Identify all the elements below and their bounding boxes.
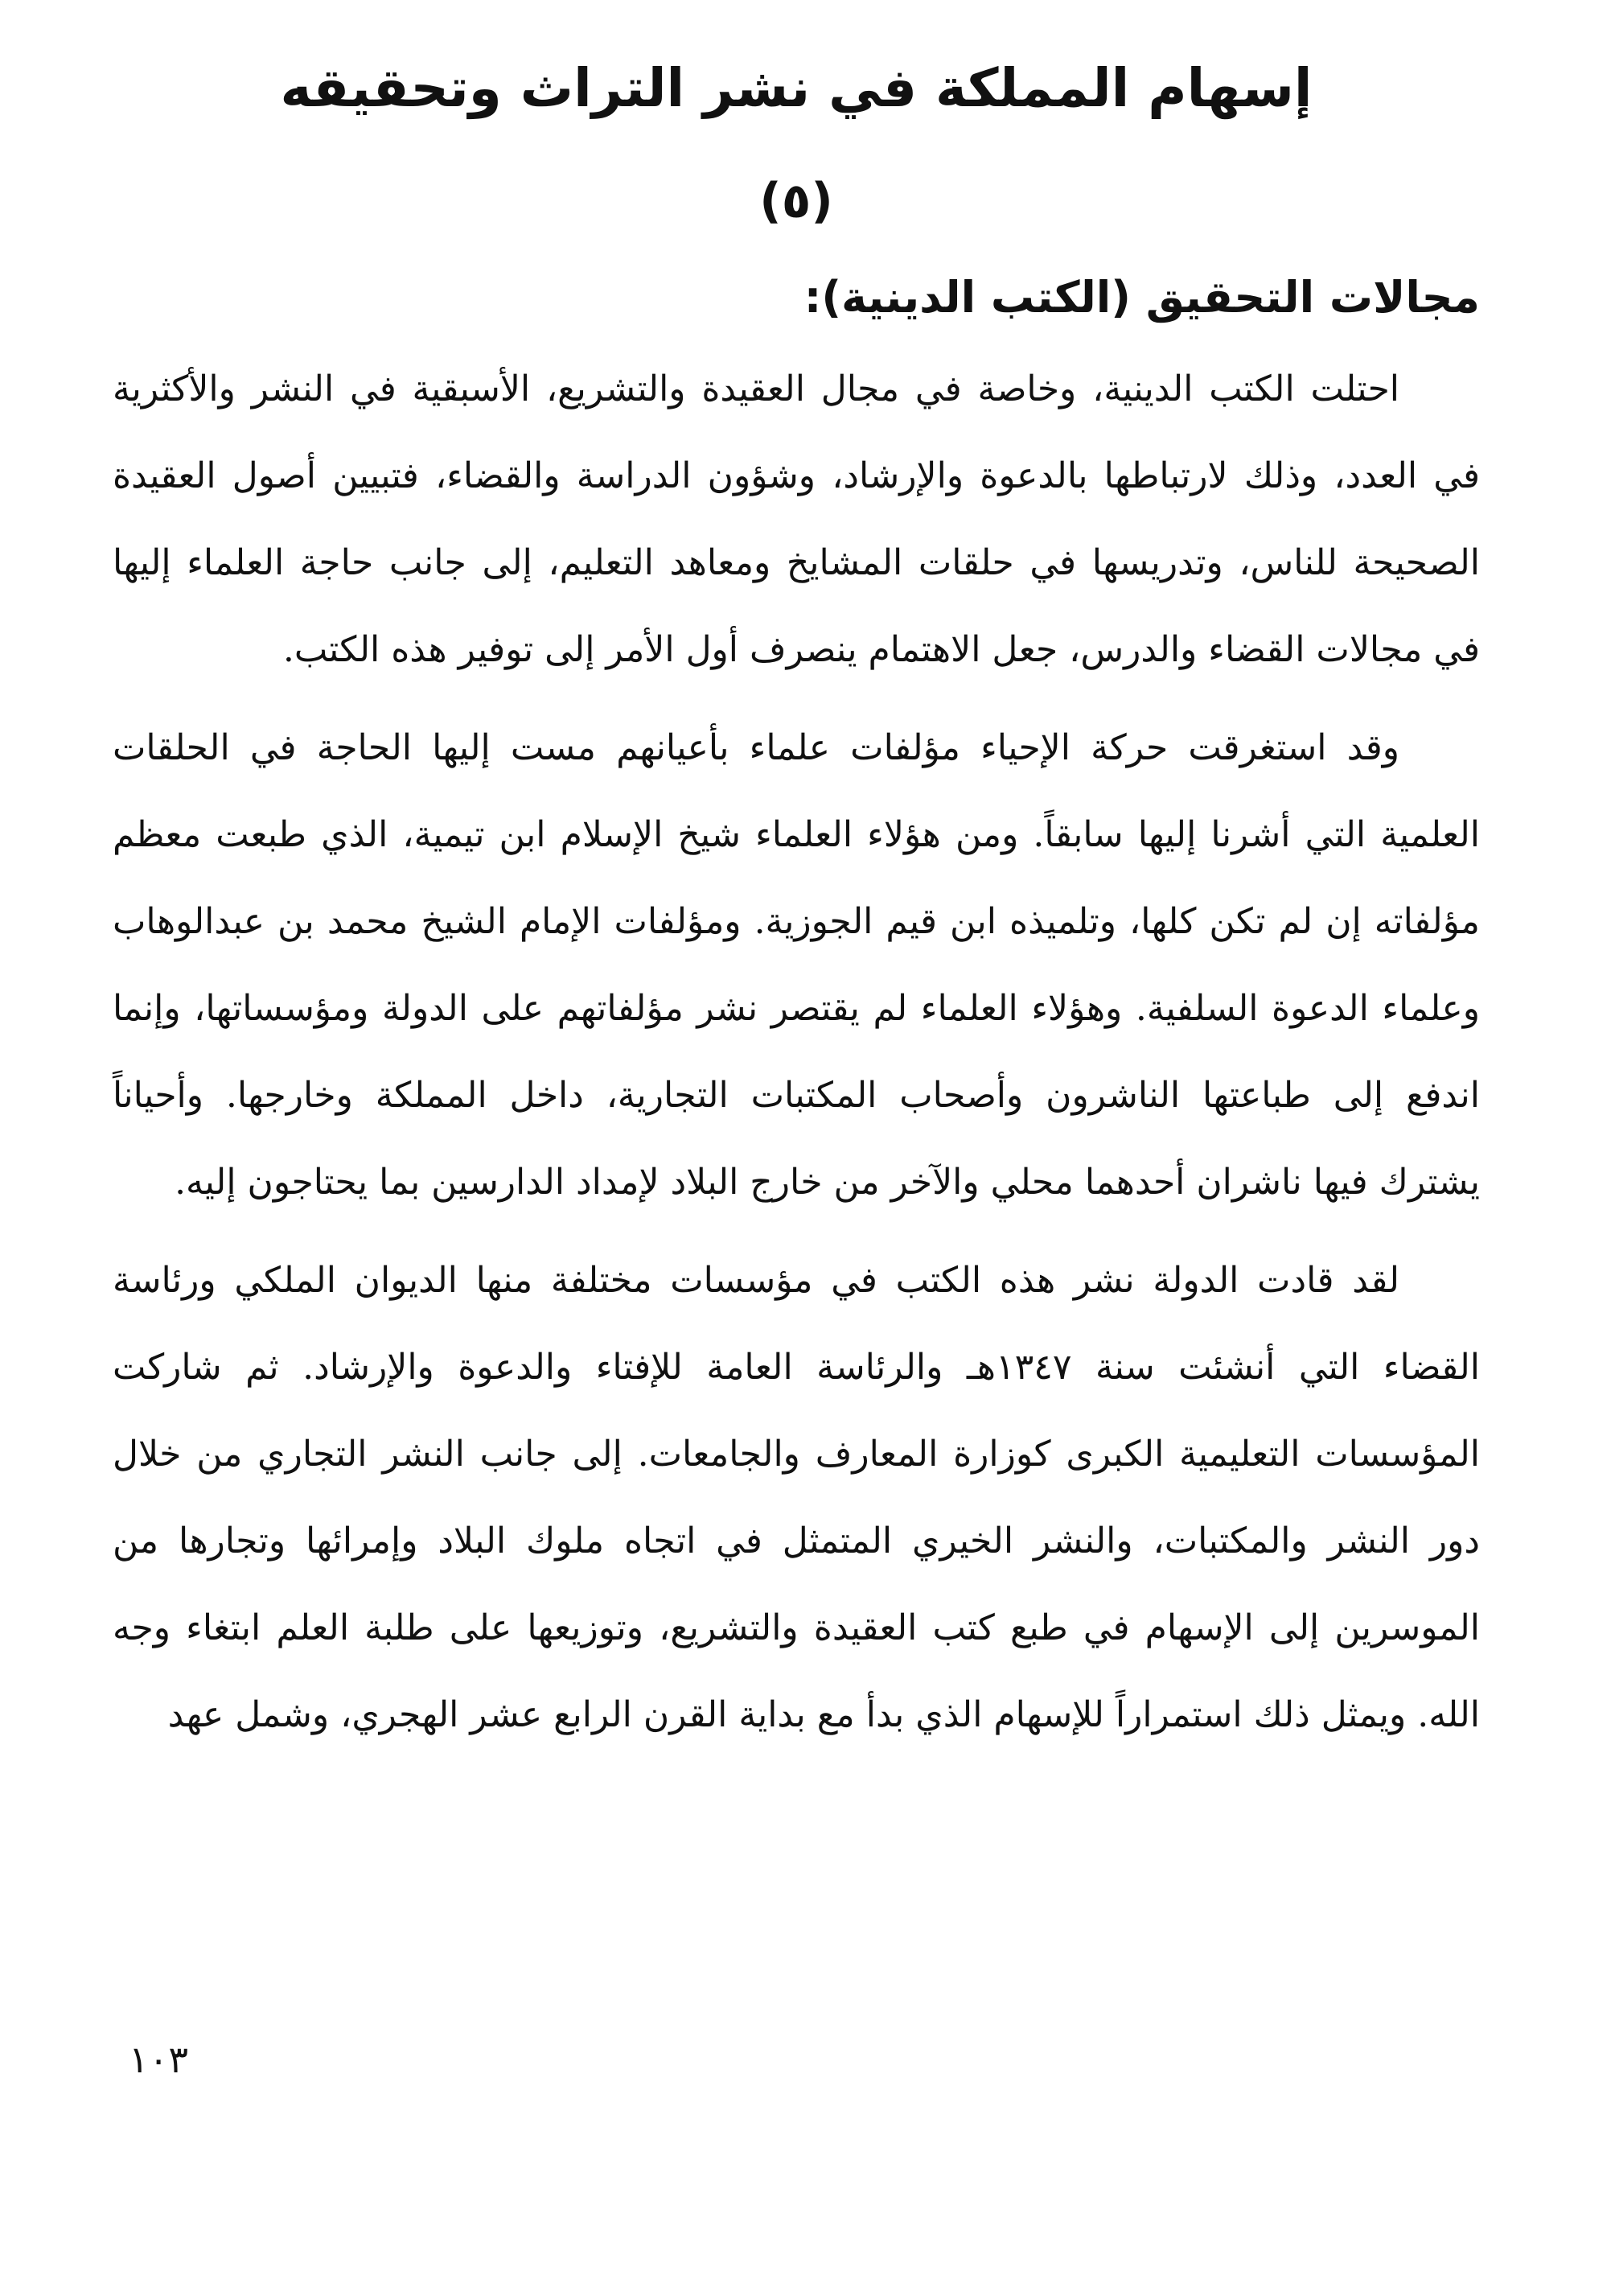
section-heading: مجالات التحقيق (الكتب الدينية): bbox=[803, 272, 1480, 323]
paragraph-3: لقد قادت الدولة نشر هذه الكتب في مؤسسات مختلفة منها الديوان الملكي ورئاسة القضاء التي أنشئت سنة ١٣٤٧هـ والرئاسة العامة للإفتاء والدعوة والإرشاد. ثم شاركت المؤسسات التعليمية الكبرى كوزارة المعارف والجامعات. إلى جانب النشر التجاري من خلال دور النشر والمكتبات، والنشر الخيري المتمثل في اتجاه ملوك البلاد وإمرائها وتجارها من الموسرين إلى الإسهام في طبع كتب العقيدة والتشريع، وتوزيعها على طلبة العلم ابتغاء وجه الله. ويمثل ذلك استمراراً للإسهام الذي بدأ مع بداية القرن الرابع عشر الهجري، وشمل عهد bbox=[113, 1260, 1481, 1735]
page-title: إسهام المملكة في نشر التراث وتحقيقه bbox=[280, 57, 1313, 119]
paragraph-2: وقد استغرقت حركة الإحياء مؤلفات علماء بأعيانهم مست إليها الحاجة في الحلقات العلمية التي أشرنا إليها سابقاً. ومن هؤلاء العلماء شيخ الإسلام ابن تيمية، الذي طبعت معظم مؤلفاته إن لم تكن كلها، وتلميذه ابن قيم الجوزية. ومؤلفات الإمام الشيخ محمد بن عبدالوهاب وعلماء الدعوة السلفية. وهؤلاء العلماء لم يقتصر نشر مؤلفاتهم على الدولة ومؤسساتها، وإنما اندفع إلى طباعتها الناشرون وأصحاب المكتبات التجارية، داخل المملكة وخارجها. وأحياناً يشترك فيها ناشران أحدهما محلي والآخر من خارج البلاد لإمداد الدارسين بما يحتاجون إليه. bbox=[113, 727, 1480, 1203]
page-number: ١٠٣ bbox=[129, 2038, 189, 2081]
section-number: (٥) bbox=[759, 173, 833, 229]
paragraph-1: احتلت الكتب الدينية، وخاصة في مجال العقيدة والتشريع، الأسبقية في النشر والأكثرية في العدد، وذلك لارتباطها بالدعوة والإرشاد، وشؤون الدراسة والقضاء، فتبيين أصول العقيدة الصحيحة للناس، وتدريسها في حلقات المشايخ ومعاهد التعليم، إلى جانب حاجة العلماء إليها في مجالات القضاء والدرس، جعل الاهتمام ينصرف أول الأمر إلى توفير هذه الكتب. bbox=[113, 368, 1480, 670]
document-page bbox=[113, 48, 1480, 1770]
